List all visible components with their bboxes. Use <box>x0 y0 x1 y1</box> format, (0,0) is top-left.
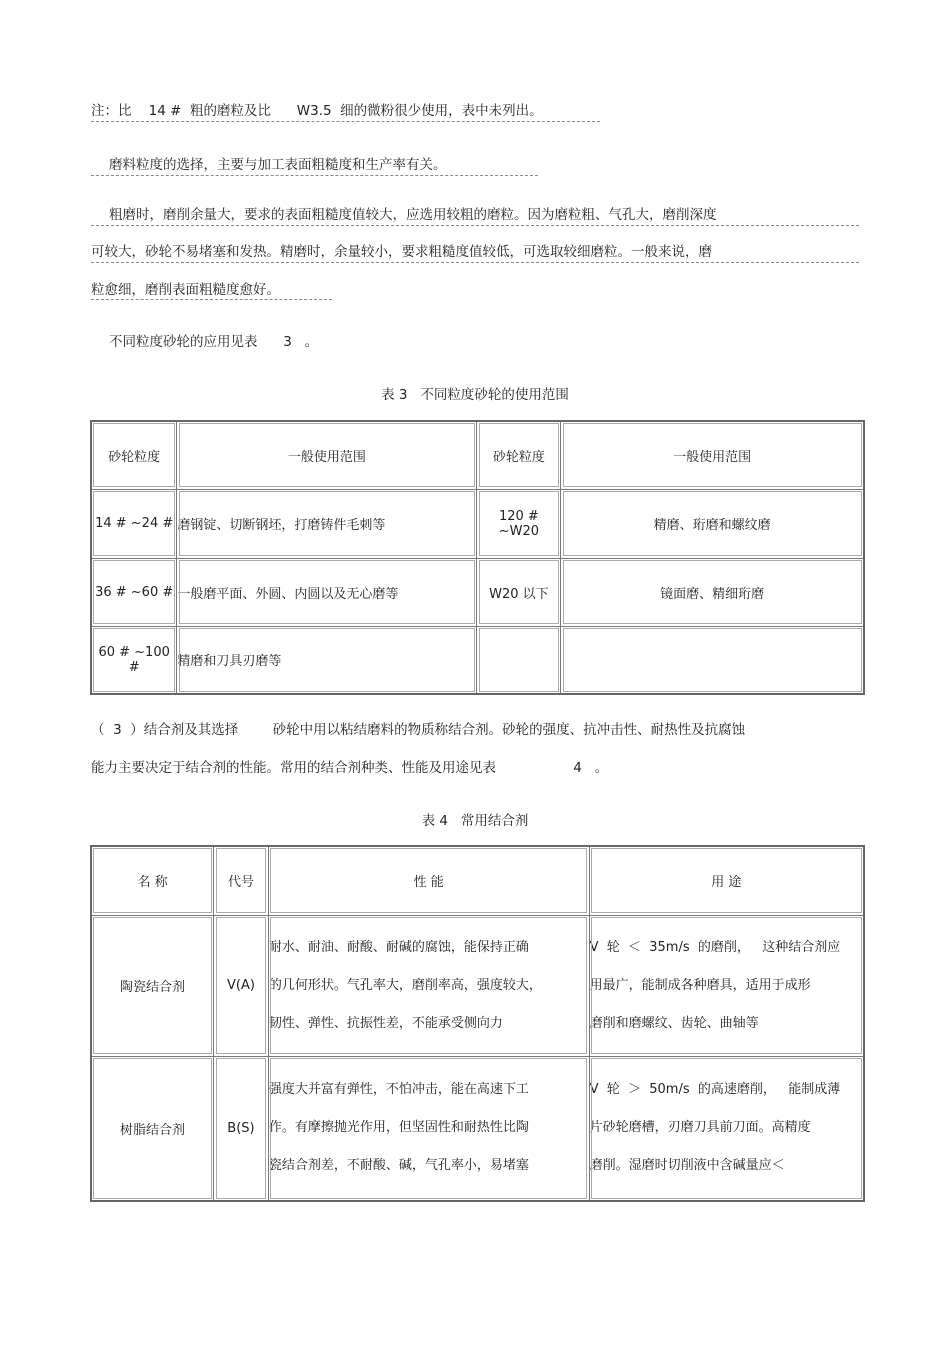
rough-underline-1 <box>91 225 859 226</box>
header-grain-size: 砂轮粒度 <box>91 421 177 489</box>
performance-cell <box>268 915 589 1056</box>
performance-line: 作。有摩擦抛光作用，但坚固性和耐热性比陶 <box>268 1120 529 1136</box>
header-application: 用 途 <box>589 846 864 915</box>
table3-reference-text: 不同粒度砂轮的应用见表 3 。 <box>109 334 319 350</box>
grain-choice-underline <box>91 175 538 176</box>
note-text: 注：比 14 # 粗的磨粒及比 W3.5 细的微粉很少使用，表中未列出。 <box>91 103 543 119</box>
usage-cell <box>561 626 864 694</box>
application-line: V 轮 ＞ 50m/s 的高速磨削， 能制成薄 <box>589 1082 841 1098</box>
header-grain-size: 砂轮粒度 <box>477 421 561 489</box>
table-row <box>91 558 864 626</box>
binder-line-1: （ 3 ）结合剂及其选择 砂轮中用以粘结磨料的物质称结合剂。砂轮的强度、抗冲击性、耐热性及抗腐蚀 <box>91 722 746 738</box>
binder-line-2: 能力主要决定于结合剂的性能。常用的结合剂种类、性能及用途见表 4 。 <box>91 760 609 776</box>
rough-grinding-line-1: 粗磨时，磨削余量大，要求的表面粗糙度值较大，应选用较粗的磨粒。因为磨粒粗、气孔大，磨削深度 <box>109 207 717 223</box>
table-row <box>91 1056 864 1201</box>
application-line: 磨削和磨螺纹、齿轮、曲轴等 <box>589 1015 759 1031</box>
grain-size-cell: 14 # ~24 # <box>91 489 177 558</box>
grain-size-cell: 120 # ~W20 <box>477 489 561 558</box>
binder-code-cell: V(A) <box>214 915 269 1056</box>
usage-cell: 一般磨平面、外圆、内圆以及无心磨等 <box>177 558 477 626</box>
note-underline <box>91 121 600 122</box>
usage-cell: 镜面磨、精细珩磨 <box>561 558 864 626</box>
binder-name-cell: 树脂结合剂 <box>91 1056 214 1201</box>
performance-line: 韧性、弹性、抗振性差，不能承受侧向力 <box>268 1015 503 1031</box>
binder-name-cell: 陶瓷结合剂 <box>91 915 214 1056</box>
table-header-row <box>91 421 864 489</box>
grain-choice-text: 磨料粒度的选择，主要与加工表面粗糙度和生产率有关。 <box>109 157 447 173</box>
table-row <box>91 489 864 558</box>
grain-size-cell <box>477 626 561 694</box>
performance-line: 耐水、耐油、耐酸、耐碱的腐蚀，能保持正确 <box>268 939 529 955</box>
binder-code-cell: B(S) <box>214 1056 269 1201</box>
grain-size-cell: W20 以下 <box>477 558 561 626</box>
performance-line: 的几何形状。气孔率大，磨削率高，强度较大， <box>268 977 542 993</box>
application-cell <box>589 915 864 1056</box>
table-row <box>91 915 864 1056</box>
binder-table <box>90 845 865 1202</box>
grain-size-cell: 60 # ~100 # <box>91 626 177 694</box>
usage-cell: 精磨和刀具刃磨等 <box>177 626 477 694</box>
application-line: 用最广，能制成各种磨具，适用于成形 <box>589 977 811 993</box>
application-line: 磨削。湿磨时切削液中含碱量应＜ <box>589 1158 785 1174</box>
application-cell <box>589 1056 864 1201</box>
header-usage-range: 一般使用范围 <box>177 421 477 489</box>
usage-cell: 磨钢锭、切断钢坯，打磨铸件毛刺等 <box>177 489 477 558</box>
rough-underline-2 <box>91 262 859 263</box>
rough-underline-3 <box>91 299 332 300</box>
application-line: 片砂轮磨槽，刃磨刀具前刀面。高精度 <box>589 1120 811 1136</box>
performance-line: 强度大并富有弹性，不怕冲击，能在高速下工 <box>268 1082 529 1098</box>
grain-size-table <box>90 420 865 695</box>
table3-caption: 表 3 不同粒度砂轮的使用范围 <box>381 387 569 403</box>
header-name: 名 称 <box>91 846 214 915</box>
performance-line: 瓷结合剂差，不耐酸、碱，气孔率小，易堵塞 <box>268 1158 529 1174</box>
performance-cell <box>268 1056 589 1201</box>
header-usage-range: 一般使用范围 <box>561 421 864 489</box>
usage-cell: 精磨、珩磨和螺纹磨 <box>561 489 864 558</box>
header-code: 代号 <box>214 846 269 915</box>
table-header-row <box>91 846 864 915</box>
grain-size-cell: 36 # ~60 # <box>91 558 177 626</box>
application-line: V 轮 ＜ 35m/s 的磨削， 这种结合剂应 <box>589 939 841 955</box>
rough-grinding-line-2: 可较大，砂轮不易堵塞和发热。精磨时，余量较小，要求粗糙度值较低，可选取较细磨粒。一般来说，磨 <box>91 244 712 260</box>
rough-grinding-line-3: 粒愈细，磨削表面粗糙度愈好。 <box>91 282 280 298</box>
table-row <box>91 626 864 694</box>
header-performance: 性 能 <box>268 846 589 915</box>
table4-caption: 表 4 常用结合剂 <box>421 813 529 829</box>
